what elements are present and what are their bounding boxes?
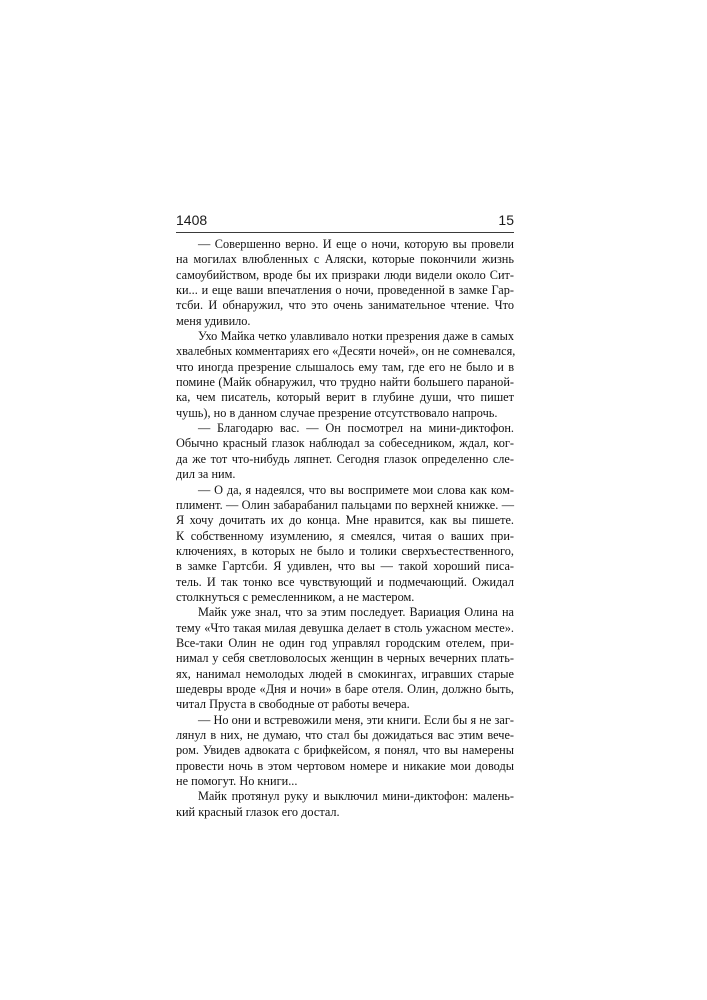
text-line: тему «Что такая милая девушка делает в столь ужасном месте». (176, 620, 514, 635)
text-line: на могилах влюбленных с Аляски, которые покончили жизнь (176, 252, 514, 267)
text-line: провести ночь в этом чертовом номере и никакие мои доводы (176, 758, 514, 773)
text-line: Я хочу дочитать их до конца. Мне нравится, как вы пишете. (176, 513, 514, 528)
text-line: Майк уже знал, что за этим последует. Вариация Олина на (198, 605, 514, 620)
paragraph (176, 421, 514, 482)
header-left-number: 1408 (176, 212, 208, 228)
text-line: — Благодарю вас. — Он посмотрел на мини-диктофон. (198, 421, 514, 436)
paragraph (176, 237, 514, 329)
text-line: не помогут. Но книги... (176, 774, 298, 789)
text-line: столкнуться с ремесленником, а не мастером. (176, 589, 415, 604)
text-line: самоубийством, вроде бы их призраки люди видели около Сит- (176, 267, 514, 282)
text-line: читал Пруста в свободные от работы вечера. (176, 697, 410, 712)
text-line: в замке Гартсби. Я удивлен, что вы — такой хороший писа- (176, 559, 514, 574)
text-line: что иногда презрение слышалось ему там, где его не было и в (176, 359, 514, 374)
running-header (176, 210, 514, 233)
paragraph (176, 329, 514, 421)
paragraph (176, 605, 514, 712)
paragraph (176, 483, 514, 606)
paragraph (176, 713, 514, 790)
text-line: — Совершенно верно. И еще о ночи, которую вы провели (198, 237, 514, 251)
text-line: — Но они и встревожили меня, эти книги. Если бы я не заг- (198, 712, 514, 727)
text-line: дил за ним. (176, 467, 236, 482)
text-line: нимал у себя светловолосых женщин в черных вечерних плать- (176, 651, 514, 666)
text-line: Ухо Майка четко улавливало нотки презрения даже в самых (198, 329, 514, 344)
text-line: ром. Увидев адвоката с брифкейсом, я понял, что вы намерены (176, 743, 514, 758)
text-line: Все-таки Олин не один год управлял городским отелем, при- (176, 635, 514, 650)
text-line: Майк протянул руку и выключил мини-диктофон: малень- (198, 789, 514, 804)
text-line: ки... и еще ваши впечатления о ночи, проведенной в замке Гар- (176, 283, 514, 298)
text-line: — О да, я надеялся, что вы воспримете мои слова как ком- (198, 482, 514, 497)
text-line: тсби. И обнаружил, что это очень занимательное чтение. Что (176, 298, 514, 313)
text-line: лянул в них, не думаю, что стал бы дожидаться вас этим вече- (176, 728, 514, 742)
text-line: К собственному изумлению, я смеялся, читая о ваших при- (176, 528, 514, 543)
body-text (176, 237, 514, 820)
page-number: 15 (498, 212, 514, 228)
text-line: ях, нанимал немолодых людей в смокингах, игравших старые (176, 666, 514, 681)
text-line: Обычно красный глазок наблюдал за собеседником, ждал, ког- (176, 436, 514, 451)
text-line: да же тот что-нибудь ляпнет. Сегодня глазок определенно сле- (176, 451, 514, 466)
text-line: чушь), но в данном случае презрение отсутствовало напрочь. (176, 405, 498, 420)
text-line: кий красный глазок его достал. (176, 804, 340, 819)
text-line: помине (Майк обнаружил, что трудно найти большего параной- (176, 375, 514, 390)
text-line: ключениях, в которых не было и толики сверхъестественного, (176, 543, 514, 558)
text-line: ка, чем писатель, который верит в глубине души, что пишет (176, 390, 514, 405)
text-line: меня удивило. (176, 313, 251, 328)
text-line: плимент. — Олин забарабанил пальцами по верхней книжке. — (176, 497, 514, 512)
paragraph (176, 789, 514, 820)
text-line: шедевры вроде «Дня и ночи» в баре отеля. Олин, должно быть, (176, 681, 514, 696)
text-line: хвалебных комментариях его «Десяти ночей», он не сомневался, (176, 344, 516, 359)
text-line: тель. И так тонко все чувствующий и подмечающий. Ожидал (176, 574, 514, 589)
